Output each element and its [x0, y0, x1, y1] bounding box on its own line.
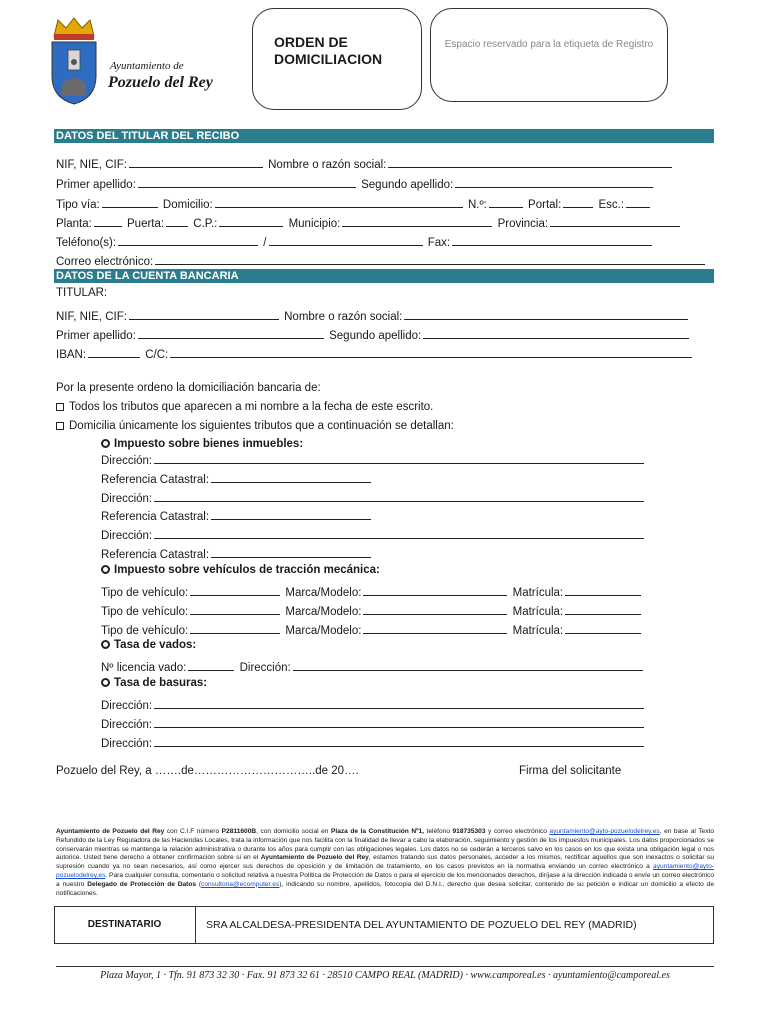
- basuras-direccion-1: Dirección:: [101, 696, 646, 712]
- licencia-vado-field[interactable]: [188, 658, 234, 671]
- marca-modelo-3-field[interactable]: [363, 621, 507, 634]
- ibi-title-row: Impuesto sobre bienes inmuebles:: [101, 438, 303, 450]
- numero-field[interactable]: [489, 195, 523, 208]
- municipality-name: Pozuelo del Rey: [108, 74, 213, 91]
- cuenta-primer-apellido-field[interactable]: [138, 326, 324, 339]
- cuenta-segundo-apellido-field[interactable]: [423, 326, 689, 339]
- marca-modelo-2-field[interactable]: [363, 602, 507, 615]
- telefono1-field[interactable]: [118, 233, 258, 246]
- ibi-ref-2: Referencia Catastral:: [101, 507, 373, 523]
- basuras-title-row: Tasa de basuras:: [101, 677, 207, 689]
- basuras-direccion-2-field[interactable]: [154, 715, 644, 728]
- option-some-checkbox[interactable]: [56, 422, 64, 430]
- basuras-direccion-3-field[interactable]: [154, 734, 644, 747]
- vehiculo-row-1: Tipo de vehículo: Marca/Modelo: Matrícula:: [101, 583, 643, 599]
- order-intro: Por la presente ordeno la domiciliación bancaria de:: [56, 382, 321, 394]
- primer-apellido-field[interactable]: [138, 175, 356, 188]
- data-protection-notice: Ayuntamiento de Pozuelo del Rey con C.I.F número P2811600B, con domicilio social en Plaza de la Constitución Nº1, teléfono 918735303 y correo electrónico ayuntamiento@ayto-pozuelodelrey.es, en base al Texto Refundido de la Ley Reguladora de las Haciendas Locales, trata la información que nos facilita con la finalidad de llevar a cabo la elaboración, seguimiento y gestión de los impuestos municipales. Los datos proporcionados se conservarán mientras se mantenga la relación administrativa o durante los años para cumplir con las obligaciones legales. Los datos no se cederán a terceros salvo en los casos en los que exista una obligación legal o nos autorice. Usted tiene derecho a obtener confirmación sobre si en el Ayuntamiento de Pozuelo del Rey, estamos tratando sus datos personales, acceder a los mismos, rectificar aquellos que son inexactos o solicitar su supresión cuando ya no sean necesarios, así como ejercer sus derechos de oposición y de limitación de tratamiento, en los casos previstos en la normativa enviando un correo electrónico a ayuntamiento@ayto-pozuelodelrey.es. Para cualquier consulta, comentario o solicitud relativa a nuestra Política de Protección de Datos o para el ejercicio de los mencionados derechos, diríjase a la dirección indicada o envíe un correo electrónico a nuestro Delegado de Protección de Datos (consultoria@ecomputer.es), indicando su nombre, apellidos, fotocopia del D.N.I., derecho que desea solicitar, contenido de su petición e indicar un domicilio a efecto de notificaciones.: [56, 828, 714, 897]
- page-title: ORDEN DE DOMICILIACION: [274, 34, 383, 67]
- ibi-direccion-2-field[interactable]: [154, 489, 644, 502]
- row-cuenta-nif: NIF, NIE, CIF: Nombre o razón social:: [56, 307, 690, 323]
- cc-field[interactable]: [170, 345, 692, 358]
- place-date: Pozuelo del Rey, a …….de…………………………..de 20….: [56, 765, 359, 777]
- vados-radio[interactable]: [101, 640, 110, 649]
- nif-field[interactable]: [129, 155, 263, 168]
- email-link-dpo[interactable]: consultoria@ecomputer.es: [201, 880, 280, 888]
- ibi-direccion-1-field[interactable]: [154, 451, 644, 464]
- fax-field[interactable]: [452, 233, 652, 246]
- ibi-ref-1-field[interactable]: [211, 470, 371, 483]
- matricula-2-field[interactable]: [565, 602, 641, 615]
- row-cuenta-apellidos: Primer apellido: Segundo apellido:: [56, 326, 691, 342]
- correo-field[interactable]: [155, 252, 705, 265]
- destinatario-label: DESTINATARIO: [54, 906, 196, 944]
- ivtm-radio[interactable]: [101, 565, 110, 574]
- vado-direccion-field[interactable]: [293, 658, 643, 671]
- ibi-direccion-3: Dirección:: [101, 526, 646, 542]
- row-planta: Planta: Puerta: C.P.: Municipio: Provincia:: [56, 214, 682, 230]
- registry-label-box: [430, 8, 668, 102]
- row-domicilio: Tipo vía: Domicilio: N.º: Portal: Esc.:: [56, 195, 652, 211]
- registry-note: Espacio reservado para la etiqueta de Registro: [444, 39, 654, 50]
- coat-of-arms-icon: [44, 14, 104, 106]
- vehiculo-row-2: Tipo de vehículo: Marca/Modelo: Matrícula:: [101, 602, 643, 618]
- footer-address: Plaza Mayor, 1 · Tfn. 91 873 32 30 · Fax. 91 873 32 61 · 28510 CAMPO REAL (MADRID) · www.camporeal.es · ayuntamiento@camporeal.es: [100, 970, 670, 981]
- cuenta-nombre-field[interactable]: [404, 307, 688, 320]
- tipo-vehiculo-2-field[interactable]: [190, 602, 280, 615]
- row-apellidos: Primer apellido: Segundo apellido:: [56, 175, 655, 191]
- ibi-direccion-1: Dirección:: [101, 451, 646, 467]
- option-all-checkbox[interactable]: [56, 403, 64, 411]
- option-some-row: Domicilia únicamente los siguientes tributos que a continuación se detallan:: [56, 420, 454, 432]
- planta-field[interactable]: [94, 214, 122, 227]
- ayuntamiento-label: Ayuntamiento de: [110, 60, 184, 72]
- matricula-1-field[interactable]: [565, 583, 641, 596]
- option-all-row: Todos los tributos que aparecen a mi nombre a la fecha de este escrito.: [56, 401, 433, 413]
- titular-label: TITULAR:: [56, 287, 108, 299]
- row-correo: Correo electrónico:: [56, 252, 707, 268]
- ivtm-title-row: Impuesto sobre vehículos de tracción mecánica:: [101, 564, 380, 576]
- basuras-direccion-1-field[interactable]: [154, 696, 644, 709]
- municipio-field[interactable]: [342, 214, 492, 227]
- cuenta-nif-field[interactable]: [129, 307, 279, 320]
- ibi-ref-2-field[interactable]: [211, 507, 371, 520]
- email-link-ayto[interactable]: ayuntamiento@ayto-pozuelodelrey.es: [549, 828, 660, 835]
- vados-row: Nº licencia vado: Dirección:: [101, 658, 645, 674]
- basuras-direccion-3: Dirección:: [101, 734, 646, 750]
- ibi-ref-3: Referencia Catastral:: [101, 545, 373, 561]
- matricula-3-field[interactable]: [565, 621, 641, 634]
- ibi-direccion-3-field[interactable]: [154, 526, 644, 539]
- telefono2-field[interactable]: [269, 233, 423, 246]
- basuras-direccion-2: Dirección:: [101, 715, 646, 731]
- nombre-field[interactable]: [388, 155, 672, 168]
- tipo-vehiculo-1-field[interactable]: [190, 583, 280, 596]
- vados-title-row: Tasa de vados:: [101, 639, 196, 651]
- puerta-field[interactable]: [166, 214, 188, 227]
- segundo-apellido-field[interactable]: [455, 175, 653, 188]
- tipo-via-field[interactable]: [102, 195, 158, 208]
- row-nif-nombre: NIF, NIE, CIF: Nombre o razón social:: [56, 155, 674, 171]
- provincia-field[interactable]: [550, 214, 680, 227]
- footer-divider: [56, 966, 714, 967]
- destinatario-value: SRA ALCALDESA-PRESIDENTA DEL AYUNTAMIENTO DE POZUELO DEL REY (MADRID): [206, 919, 637, 931]
- section-title-cuenta: DATOS DE LA CUENTA BANCARIA: [54, 269, 714, 283]
- portal-field[interactable]: [563, 195, 593, 208]
- row-iban: IBAN: C/C:: [56, 345, 694, 361]
- vehiculo-row-3: Tipo de vehículo: Marca/Modelo: Matrícula:: [101, 621, 643, 637]
- ibi-radio[interactable]: [101, 439, 110, 448]
- signature-label: Firma del solicitante: [519, 765, 622, 777]
- section-title-titular: DATOS DEL TITULAR DEL RECIBO: [54, 129, 714, 143]
- ibi-direccion-2: Dirección:: [101, 489, 646, 505]
- email-link-ayto-rights[interactable]: ayuntamiento@ayto-pozuelodelrey.es: [56, 863, 714, 879]
- row-telefonos: Teléfono(s): / Fax:: [56, 233, 654, 249]
- iban-field[interactable]: [88, 345, 140, 358]
- marca-modelo-1-field[interactable]: [363, 583, 507, 596]
- tipo-vehiculo-3-field[interactable]: [190, 621, 280, 634]
- basuras-radio[interactable]: [101, 678, 110, 687]
- ibi-ref-1: Referencia Catastral:: [101, 470, 373, 486]
- esc-field[interactable]: [626, 195, 650, 208]
- domicilio-field[interactable]: [215, 195, 463, 208]
- ibi-ref-3-field[interactable]: [211, 545, 371, 558]
- cp-field[interactable]: [219, 214, 283, 227]
